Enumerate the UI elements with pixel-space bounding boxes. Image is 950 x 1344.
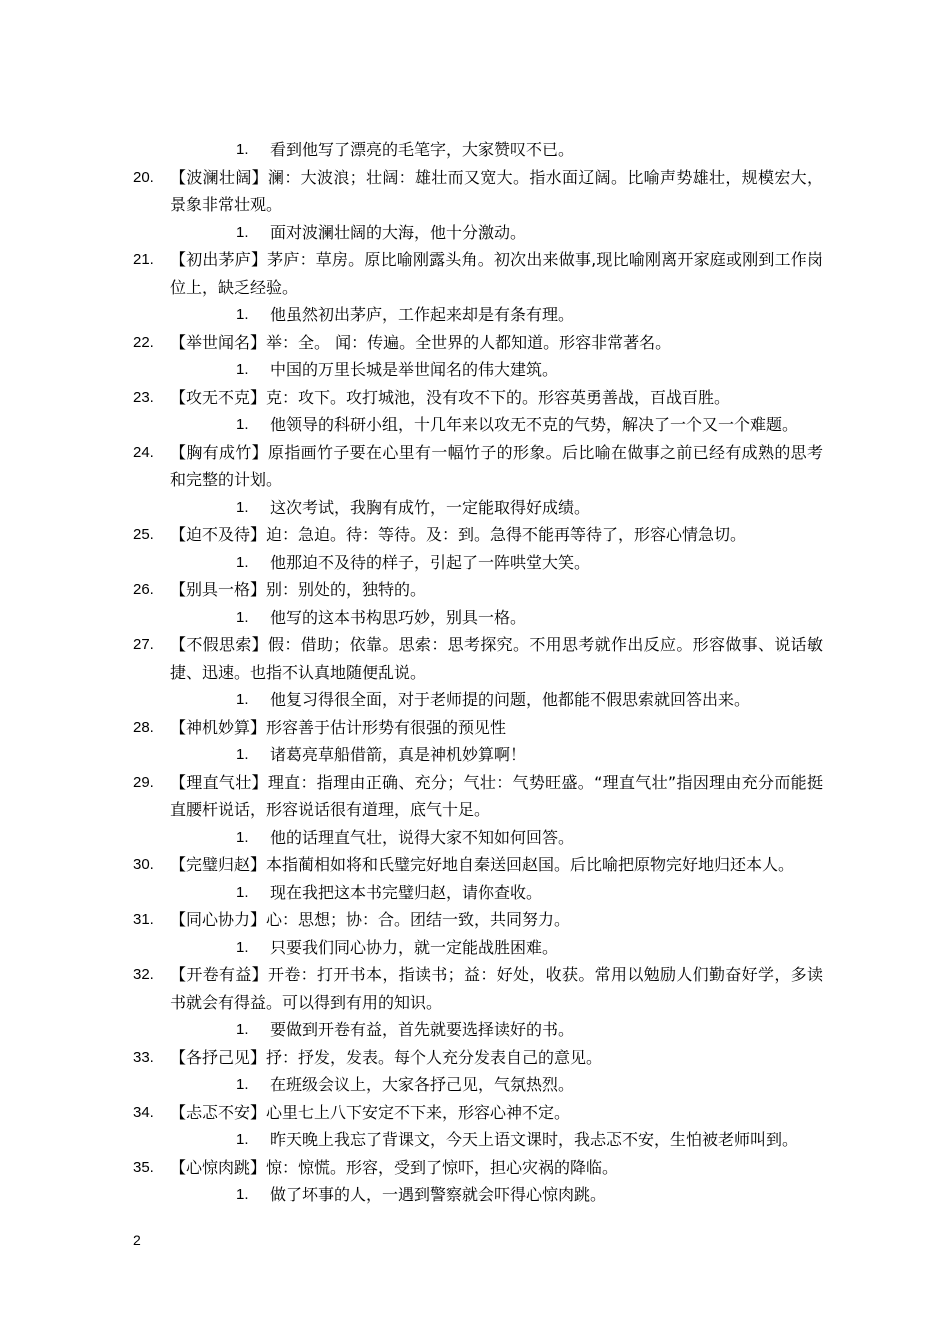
example-line: [133, 604, 823, 632]
entry-number: 23.: [133, 388, 154, 406]
example-number: 1.: [236, 691, 249, 708]
example-line: [133, 356, 823, 384]
idiom-entry: [133, 246, 823, 301]
example-number: 1.: [236, 416, 249, 433]
example-line: [133, 136, 823, 164]
example-number: 1.: [236, 828, 249, 846]
entry-number: 33.: [133, 1048, 154, 1066]
entry-number: 25.: [133, 526, 154, 543]
entry-number: 24.: [133, 443, 154, 461]
example-number: 1.: [236, 1186, 249, 1203]
example-line: [133, 494, 823, 522]
idiom-entry: [133, 329, 823, 357]
example-number: 1.: [236, 746, 249, 763]
page-number: 2: [133, 1232, 141, 1248]
example-sentence: 诸葛亮草船借箭，真是神机妙算啊！: [270, 745, 527, 764]
entry-number: 22.: [133, 333, 154, 351]
entry-number: 20.: [133, 168, 154, 186]
idiom-entry: [133, 576, 823, 604]
example-sentence: 这次考试，我胸有成竹，一定能取得好成绩。: [270, 497, 591, 517]
example-line: [133, 1181, 823, 1209]
idiom-entry: [133, 439, 823, 494]
example-number: 1.: [236, 141, 249, 158]
example-line: [133, 301, 823, 329]
example-line: [133, 934, 823, 962]
entry-number: 27.: [133, 636, 154, 653]
example-sentence: 他虽然初出茅庐，工作起来却是有条有理。: [270, 305, 575, 324]
entry-definition: 【理直气壮】理直：指理由正确、充分；气壮：气势旺盛。“理直气壮”指因理由充分而能挺直腰杆说话，形容说话很有道理，底气十足。: [170, 772, 823, 819]
example-sentence: 他那迫不及待的样子，引起了一阵哄堂大笑。: [270, 552, 591, 572]
entry-definition: 【举世闻名】举：全。 闻：传遍。全世界的人都知道。形容非常著名。: [170, 332, 672, 352]
example-number: 1.: [236, 608, 249, 626]
entry-definition: 【心惊肉跳】惊：惊慌。形容，受到了惊吓，担心灾祸的降临。: [170, 1157, 619, 1177]
entry-definition: 【迫不及待】迫：急迫。待：等待。及：到。急得不能再等待了，形容心情急切。: [170, 525, 747, 544]
idiom-entry: [133, 714, 823, 742]
idiom-entry: [133, 906, 823, 934]
entry-definition: 【各抒己见】抒：抒发，发表。每个人充分发表自己的意见。: [170, 1047, 603, 1067]
example-number: 1.: [236, 553, 249, 571]
example-number: 1.: [236, 223, 249, 241]
example-number: 1.: [236, 306, 249, 323]
example-line: [133, 1071, 823, 1099]
entry-number: 26.: [133, 581, 154, 598]
example-number: 1.: [236, 1076, 249, 1093]
entry-definition: 【神机妙算】形容善于估计形势有很强的预见性: [170, 717, 507, 737]
idiom-entry: [133, 384, 823, 412]
idiom-entry: [133, 521, 823, 549]
idiom-list: [133, 136, 823, 1209]
entry-definition: 【忐忑不安】心里七上八下安定不下来，形容心神不定。: [170, 1102, 571, 1122]
example-number: 1.: [236, 1021, 249, 1038]
example-sentence: 现在我把这本书完璧归赵，请你查收。: [270, 882, 543, 902]
example-number: 1.: [236, 1131, 249, 1148]
idiom-entry: [133, 1044, 823, 1072]
example-sentence: 昨天晚上我忘了背课文，今天上语文课时，我忐忑不安，生怕被老师叫到。: [270, 1130, 799, 1149]
example-sentence: 他领导的科研小组，十几年来以攻无不克的气势，解决了一个又一个难题。: [270, 415, 799, 434]
entry-definition: 【同心协力】心：思想；协：合。团结一致，共同努力。: [170, 910, 571, 929]
entry-definition: 【不假思索】假：借助；依靠。思索：思考探究。不用思考就作出反应。形容做事、说话敏捷、迅速。也指不认真地随便乱说。: [170, 635, 823, 682]
example-line: [133, 741, 823, 769]
example-line: [133, 686, 823, 714]
entry-number: 29.: [133, 773, 154, 791]
example-line: [133, 1016, 823, 1044]
example-sentence: 只要我们同心协力，就一定能战胜困难。: [270, 937, 559, 957]
example-sentence: 看到他写了漂亮的毛笔字，大家赞叹不已。: [270, 140, 575, 159]
idiom-entry: [133, 164, 823, 219]
idiom-entry: [133, 851, 823, 879]
entry-definition: 【完璧归赵】本指蔺相如将和氏璧完好地自秦送回赵国。后比喻把原物完好地归还本人。: [170, 855, 795, 874]
idiom-entry: [133, 961, 823, 1016]
example-sentence: 面对波澜壮阔的大海，他十分激动。: [270, 222, 527, 242]
example-number: 1.: [236, 938, 249, 956]
example-sentence: 要做到开卷有益，首先就要选择读好的书。: [270, 1020, 575, 1039]
example-line: [133, 824, 823, 852]
entry-definition: 【波澜壮阔】澜：大波浪；壮阔：雄壮而又宽大。指水面辽阔。比喻声势雄壮，规模宏大，景象非常壮观。: [170, 167, 823, 214]
example-sentence: 他的话理直气壮，说得大家不知如何回答。: [270, 827, 575, 847]
example-number: 1.: [236, 498, 249, 516]
example-sentence: 他写的这本书构思巧妙，别具一格。: [270, 607, 527, 627]
example-sentence: 中国的万里长城是举世闻名的伟大建筑。: [270, 360, 559, 379]
example-line: [133, 219, 823, 247]
entry-definition: 【开卷有益】开卷：打开书本，指读书；益：好处，收获。常用以勉励人们勤奋好学，多读书就会有得益。可以得到有用的知识。: [170, 965, 823, 1012]
entry-definition: 【胸有成竹】原指画竹子要在心里有一幅竹子的形象。后比喻在做事之前已经有成熟的思考和完整的计划。: [170, 442, 823, 489]
example-number: 1.: [236, 883, 249, 901]
idiom-entry: [133, 769, 823, 824]
entry-definition: 【别具一格】别：别处的，独特的。: [170, 580, 427, 599]
example-sentence: 他复习得很全面，对于老师提的问题，他都能不假思索就回答出来。: [270, 690, 751, 709]
idiom-entry: [133, 631, 823, 686]
example-line: [133, 549, 823, 577]
entry-definition: 【初出茅庐】茅庐：草房。原比喻刚露头角。初次出来做事,现比喻刚离开家庭或刚到工作岗位上，缺乏经验。: [170, 250, 823, 297]
entry-number: 35.: [133, 1158, 154, 1176]
example-sentence: 做了坏事的人，一遇到警察就会吓得心惊肉跳。: [270, 1185, 607, 1204]
entry-number: 28.: [133, 718, 154, 736]
entry-number: 34.: [133, 1103, 154, 1121]
entry-number: 31.: [133, 911, 154, 928]
entry-number: 32.: [133, 966, 154, 983]
entry-number: 21.: [133, 251, 154, 268]
idiom-entry: [133, 1099, 823, 1127]
idiom-entry: [133, 1154, 823, 1182]
example-line: [133, 411, 823, 439]
example-line: [133, 1126, 823, 1154]
example-sentence: 在班级会议上，大家各抒己见，气氛热烈。: [270, 1075, 575, 1094]
example-line: [133, 879, 823, 907]
example-number: 1.: [236, 361, 249, 378]
entry-number: 30.: [133, 856, 154, 873]
entry-definition: 【攻无不克】克：攻下。攻打城池，没有攻不下的。形容英勇善战，百战百胜。: [170, 387, 731, 407]
